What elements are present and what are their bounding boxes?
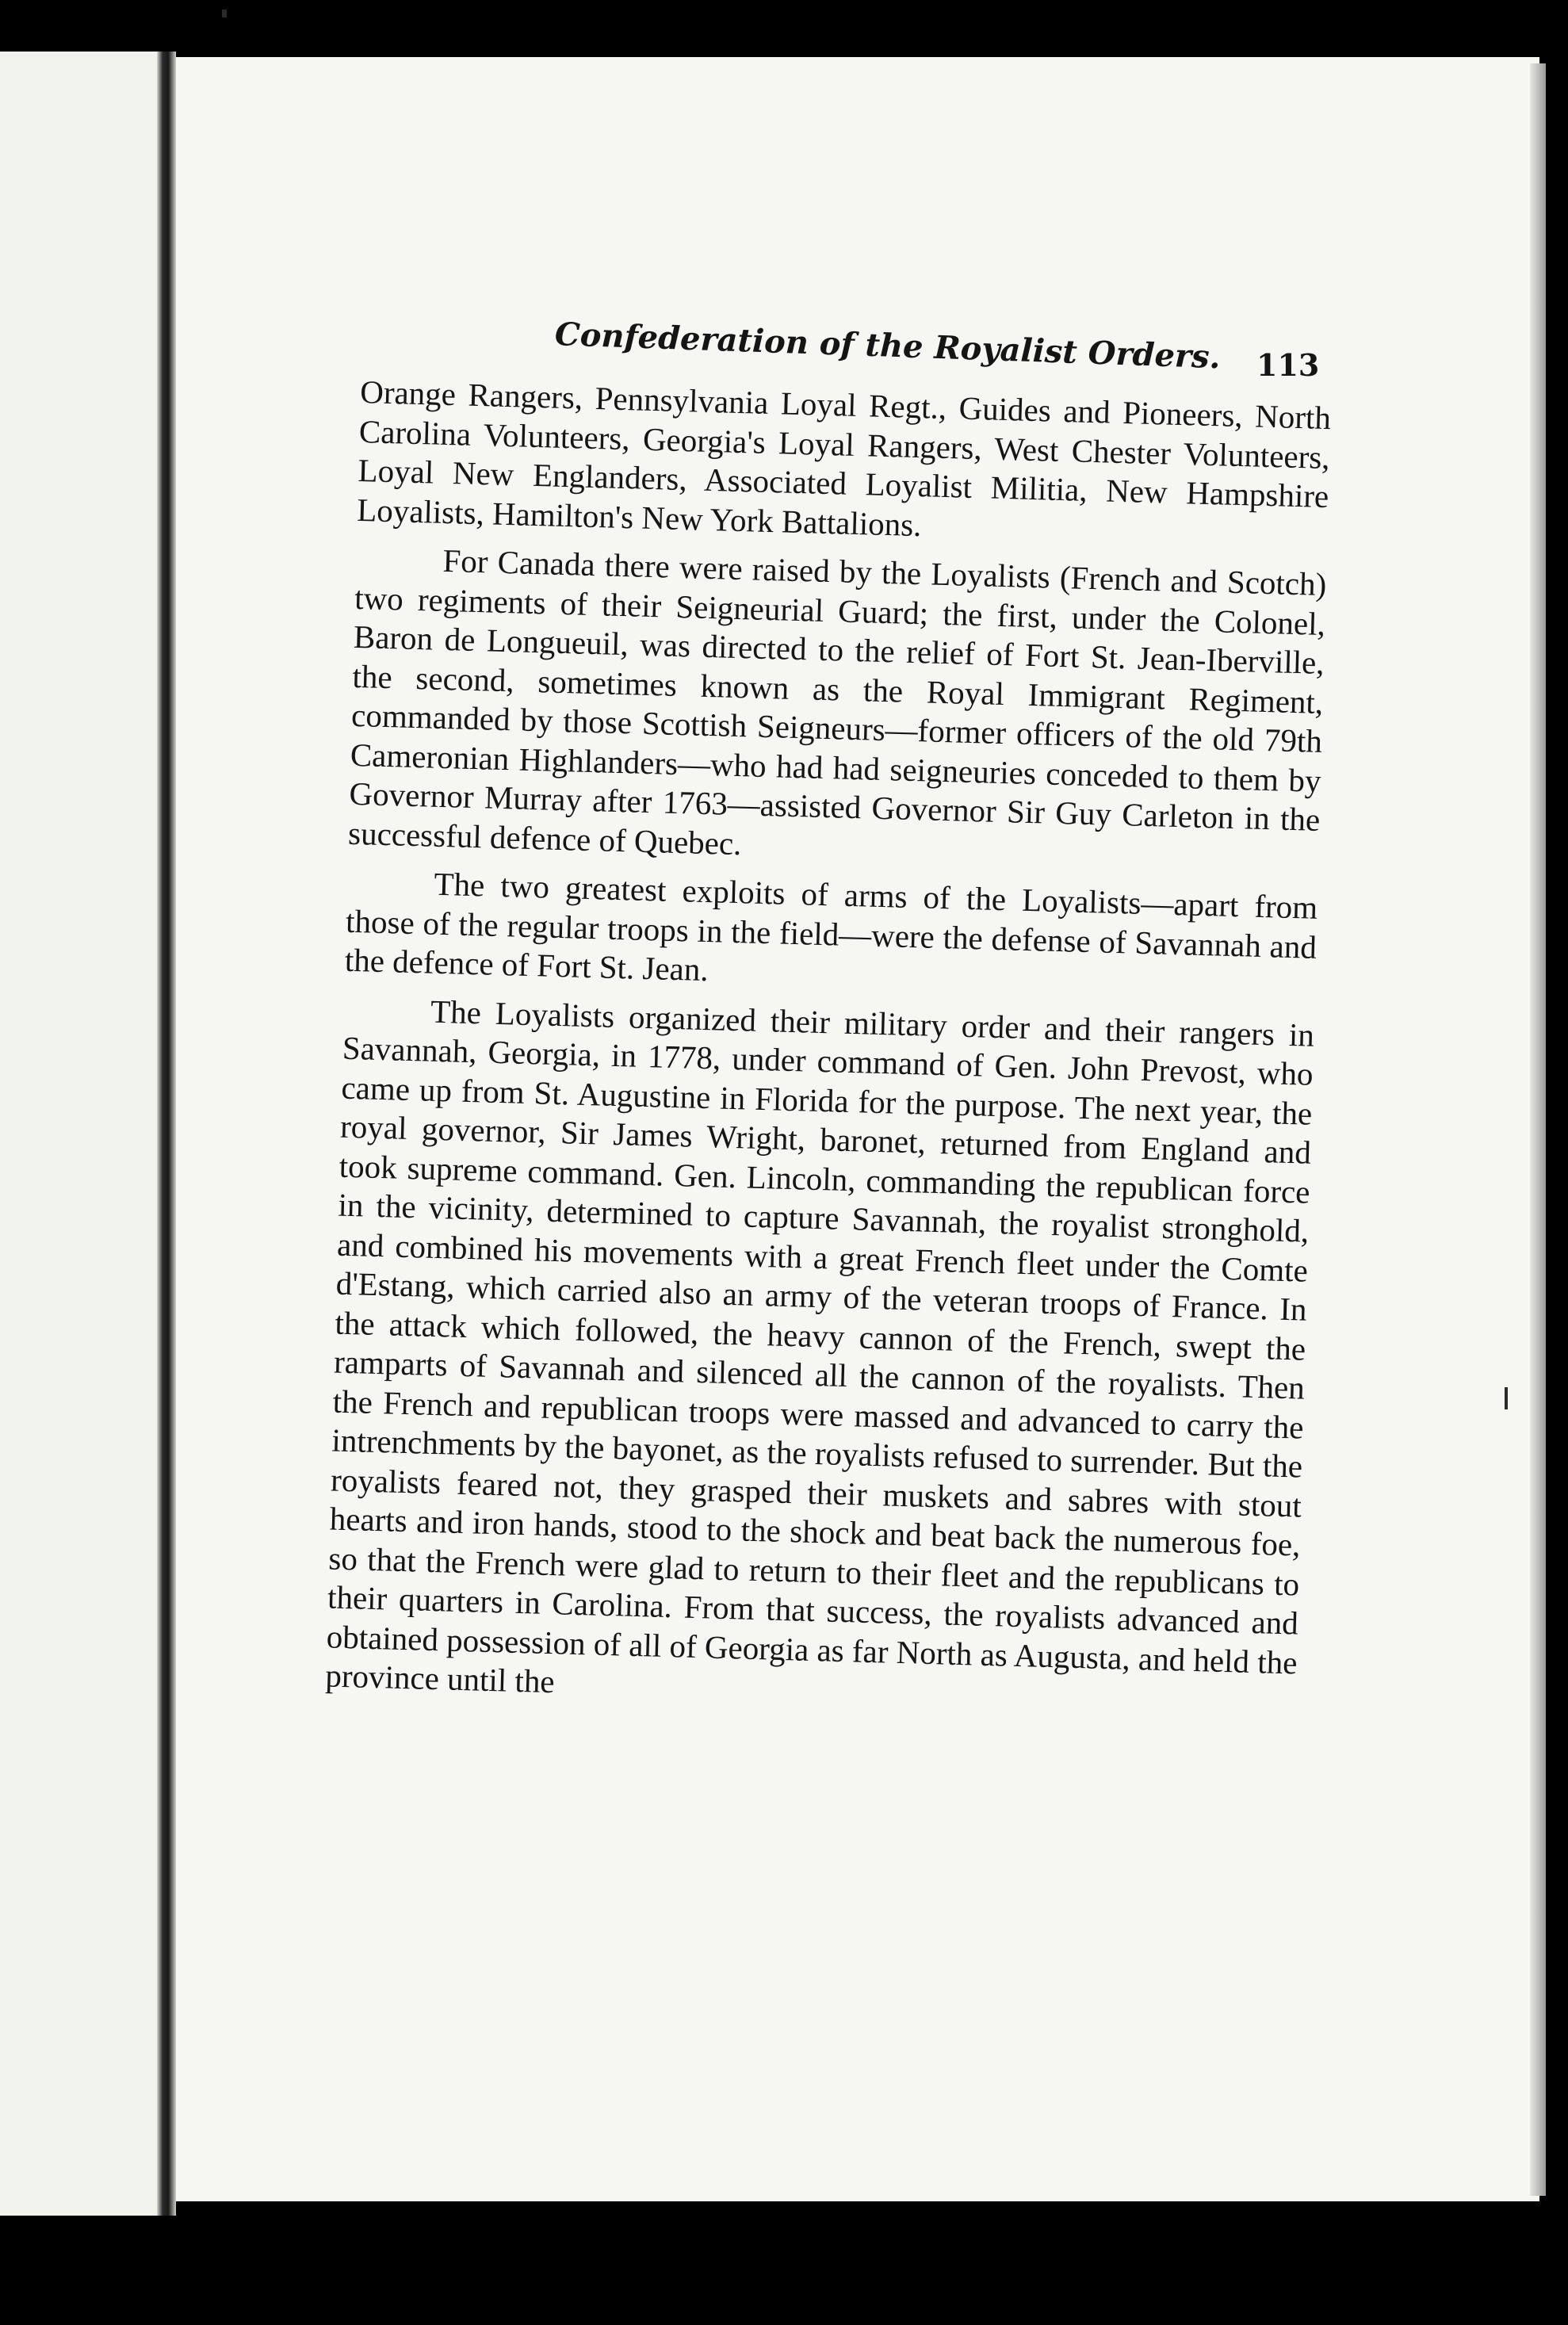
book-gutter <box>157 52 176 2216</box>
paragraph: For Canada there were raised by the Loyalists (French and Scotch) two regiments of their Seigneurial Guard; the first, under the Colonel, Baron de Longueuil, was directed to the relief of Fort St. Jean-Iberville, the second, sometimes known as the Royal Immigrant Regiment, commanded by those Scottish Seigneurs—former officers of the old 79th Cameronian Highlanders—who had had seigneuries conceded to them by Governor Murray after 1763—assisted Governor Sir Guy Carleton in the successful defence of Quebec. <box>347 541 1327 862</box>
paragraph: The Loyalists organized their military order and their rangers in Savannah, Georgia, in 1778, under command of Gen. John Prevost, who came up from St. Augustine in Florida for the purpose. The next year, the royal governor, Sir James Wright, baronet, returned from England and took supreme command. Gen. Lincoln, commanding the republican force in the vicinity, determined to capture Savannah, the royalist stronghold, and combined his movements with a great French fleet under the Comte d'Estang, which carried also an army of the veteran troops of France. In the attack which followed, the heavy cannon of the French, swept the ramparts of Savannah and silenced all the cannon of the royalists. Then the French and republican troops were massed and advanced to carry the intrenchments by the bayonet, as the royalists refused to surrender. But the royalists feared not, they grasped their muskets and sabres with stout hearts and iron hands, stood to the shock and beat back the numerous foe, so that the French were glad to return to their fleet and the republicans to their quarters in Carolina. From that success, the royalists advanced and obtained possession of all of Georgia as far North as Augusta, and held the province until the <box>324 992 1315 1700</box>
running-title: Confederation of the Royalist Orders. <box>554 315 1222 377</box>
paragraph: Orange Rangers, Pennsylvania Loyal Regt., Guides and Pioneers, North Carolina Volunteers, Georgia's Loyal Rangers, West Chester Volunteers, Loyal New Englanders, Associated Loyalist Militia, New Hampshire Loyalists, Hamilton's New York Battalions. <box>356 373 1332 543</box>
facing-page-edge <box>0 52 159 2216</box>
page-edge-shadow <box>1530 63 1546 2196</box>
paragraph: The two greatest exploits of arms of the Loyalists—apart from those of the regular troops in the field—were the defense of Savannah and the defence of Fort St. Jean. <box>344 865 1318 989</box>
scan-speck <box>222 10 227 17</box>
body-text <box>325 373 1332 1731</box>
page-number: 113 <box>1256 347 1320 383</box>
scan-speck <box>1505 1387 1508 1409</box>
page-header <box>554 315 1348 383</box>
